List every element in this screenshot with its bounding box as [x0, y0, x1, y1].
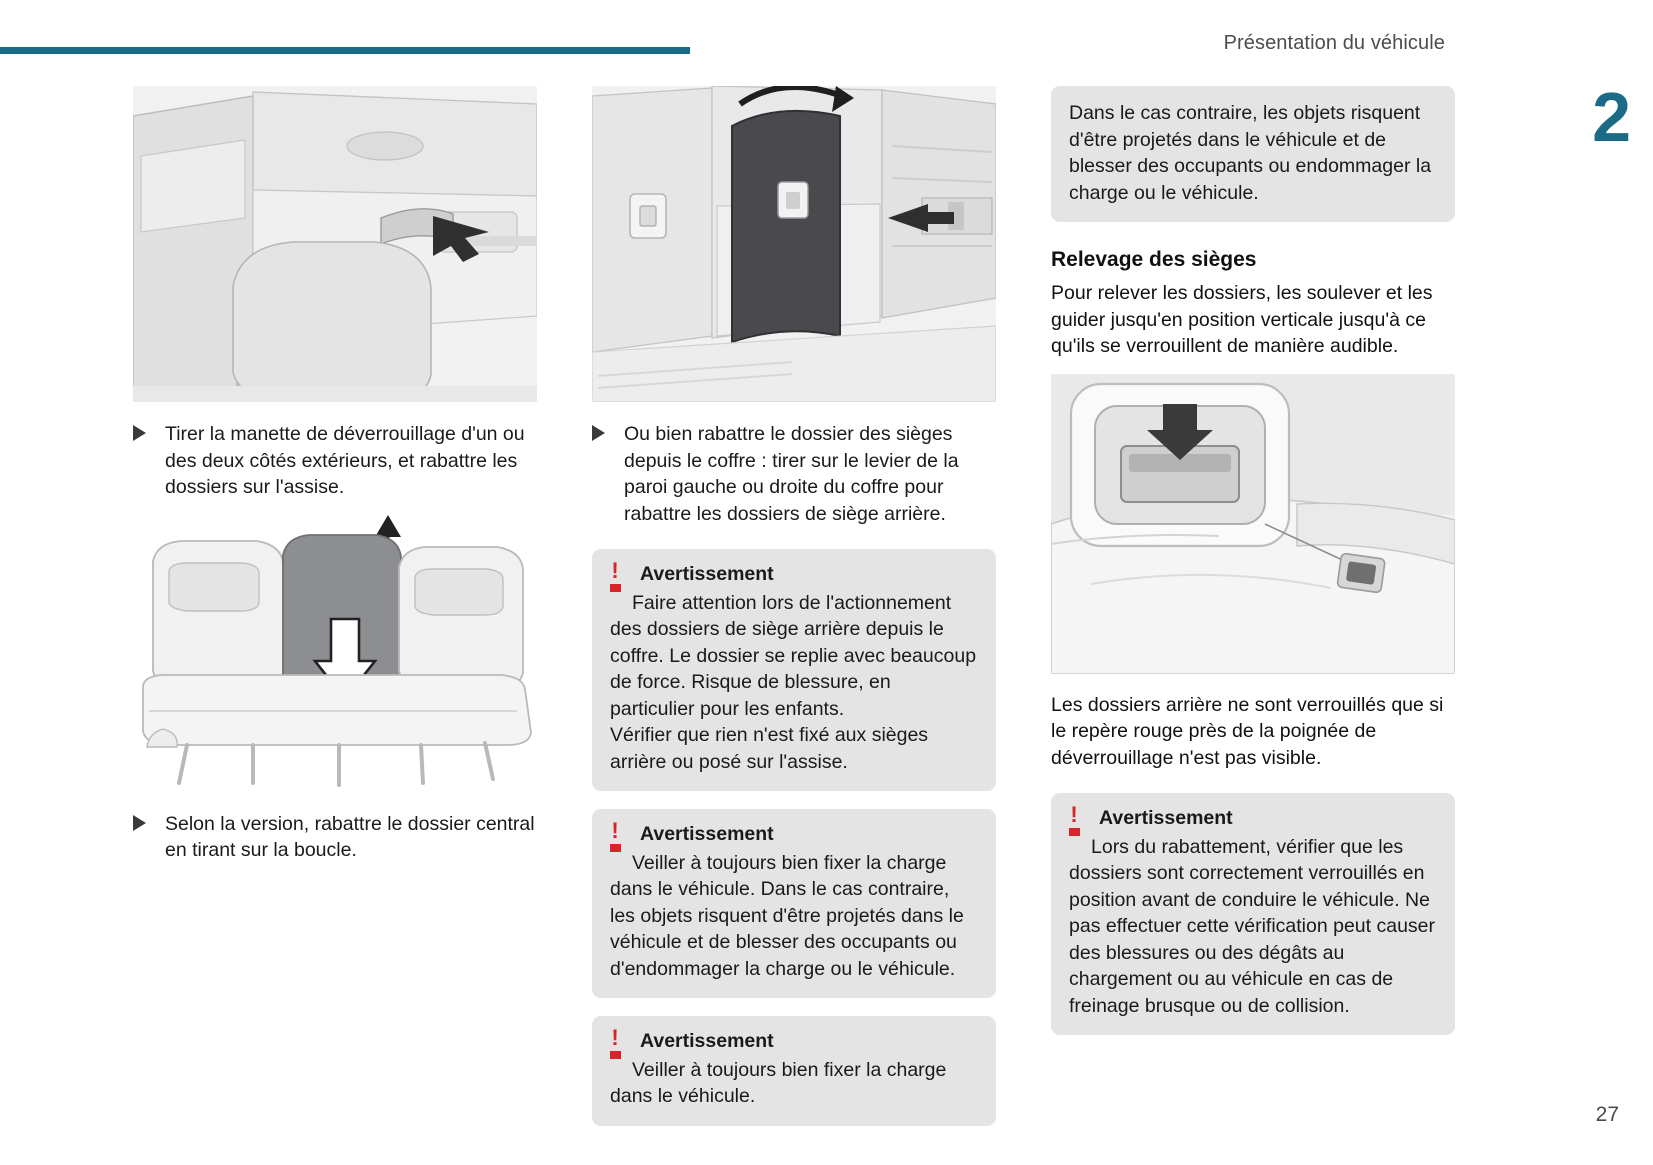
- warning-box-3: [592, 1016, 996, 1126]
- bullet-arrow-icon: [133, 425, 146, 441]
- warning-title: Avertissement: [640, 1030, 774, 1052]
- warning-body: [610, 1057, 978, 1110]
- warning-title: Avertissement: [640, 823, 774, 845]
- figure-backrest-lock-indicator: [1051, 374, 1455, 674]
- warning-icon: !: [610, 561, 620, 592]
- warning-box-1: [592, 549, 996, 791]
- column-left: [133, 86, 537, 864]
- warning-icon: !: [1069, 805, 1079, 836]
- bullet-arrow-icon: [133, 815, 146, 831]
- bullet-pull-unlock-lever: [133, 421, 537, 501]
- page-number: 27: [1595, 1103, 1619, 1126]
- warning-box-right: [1051, 793, 1455, 1035]
- bullet-text: Ou bien rabattre le dossier des sièges depuis le coffre : tirer sur le levier de la paroi gauche ou droite du coffre pour rabattre les dossiers de siège arrière.: [624, 423, 959, 525]
- column-middle: [592, 86, 996, 1126]
- warning-icon: !: [610, 1028, 620, 1059]
- warning-body-text: Veiller à toujours bien fixer la charge dans le véhicule.: [610, 1058, 947, 1107]
- paragraph-raise-backrests: Pour relever les dossiers, les soulever et les guider jusqu'en position verticale jusqu'à ce qu'ils se verrouillent de manière audible.: [1051, 282, 1433, 357]
- chapter-number: 2: [1592, 78, 1631, 156]
- warning-body: [1069, 834, 1437, 1020]
- bullet-text: Selon la version, rabattre le dossier central en tirant sur la boucle.: [165, 812, 535, 861]
- paragraph-red-marker: Les dossiers arrière ne sont verrouillés que si le repère rouge près de la poignée de déverrouillage n'est pas visible.: [1051, 693, 1444, 769]
- section-title-relevage: Relevage des sièges: [1051, 248, 1257, 271]
- bullet-fold-from-trunk: [592, 421, 996, 527]
- header-rule: [0, 47, 690, 54]
- warning-icon: !: [610, 821, 620, 852]
- warning-body: Faire attention lors de l'actionnement des dossiers de siège arrière depuis le coffre. Le dossier se replie avec beaucoup de force. Risque de blessure, en particulier pour les enfants. Vérifier que rien n'est fixé aux sièges arrière ou posé sur l'assise.: [610, 591, 977, 773]
- continuation-text: Dans le cas contraire, les objets risquent d'être projetés dans le véhicule et de blesser des occupants ou endommager la charge ou le véhicule.: [1069, 102, 1432, 204]
- column-right: [1051, 86, 1455, 1035]
- warning-body-text: Veiller à toujours bien fixer la charge dans le véhicule. Dans le cas contraire, les objets risquent d'être projetés dans le véhicule et de blesser des occupants ou d'endommager la charge ou le véhicule.: [610, 851, 964, 980]
- warning-box-2: [592, 809, 996, 998]
- warning-body: [610, 850, 978, 983]
- warning-title: Avertissement: [640, 563, 774, 585]
- continuation-box: [1051, 86, 1455, 222]
- bullet-fold-center-backrest: [133, 811, 537, 864]
- warning-body-text: Lors du rabattement, vérifier que les dossiers sont correctement verrouillés en position avant de conduire le véhicule. Ne pas effectuer cette vérification peut causer des blessures ou des dégâts au chargement ou au véhicule en cas de freinage brusque ou de collision.: [1069, 835, 1436, 1017]
- page-header-title: Présentation du véhicule: [1223, 32, 1445, 54]
- figure-trunk-side-lever: [592, 86, 996, 402]
- warning-title: Avertissement: [1099, 807, 1233, 829]
- bullet-text: Tirer la manette de déverrouillage d'un ou des deux côtés extérieurs, et rabattre les dossiers sur l'assise.: [165, 423, 525, 498]
- figure-headrest-unlock-lever: [133, 86, 537, 402]
- bullet-arrow-icon: [592, 425, 605, 441]
- figure-rear-bench-center-backrest: [133, 515, 537, 787]
